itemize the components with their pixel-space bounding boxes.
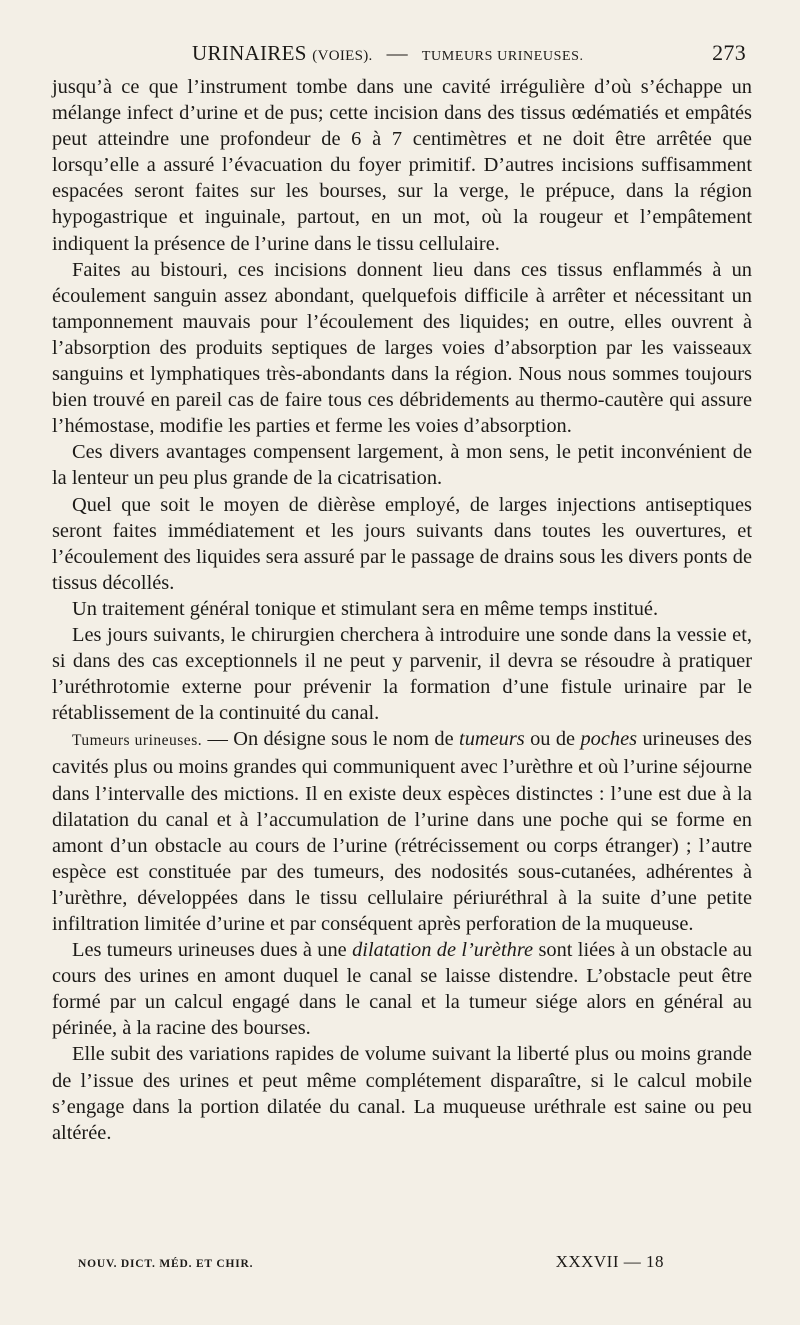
- italic-term: dilatation de l’urèthre: [352, 939, 534, 962]
- text-run: ou de: [530, 728, 576, 751]
- running-head: [52, 40, 752, 74]
- italic-term: poches: [580, 728, 638, 751]
- running-title-main: URINAIRES: [192, 41, 307, 65]
- section-dash: —: [207, 728, 228, 751]
- running-head-dash: —: [386, 41, 408, 65]
- running-subtitle: TUMEURS URINEUSES.: [421, 49, 584, 64]
- paragraph-jours-suivants: Les jours suivants, le chirurgien cherchera à introduire une sonde dans la vessie et, si dans des cas exceptionnels il ne peut y parvenir, il devra se résoudre à pratiquer l’uréthrotomie externe pour prévenir la formation d’une fistule urinaire par le rétablissement de la continuité du canal.: [52, 623, 752, 725]
- text-run: Les tumeurs urineuses dues à une: [72, 939, 347, 962]
- italic-term: tumeurs: [459, 728, 525, 751]
- section-heading: Tumeurs urineuses.: [72, 732, 203, 750]
- text-run: sont liées à un obstacle au cours des urines en amont duquel le canal se laisse distendre. L’obstacle peut être formé par un calcul engagé dans le canal et la tumeur siége alors en général au périnée, à la racine des bourses.: [52, 939, 753, 1040]
- paragraph-tumeurs-urineuses: [52, 726, 752, 937]
- paragraph-bistouri: Faites au bistouri, ces incisions donnent lieu dans ces tissus enflammés à un écoulement sanguin assez abondant, quelquefois difficile à arrêter et nécessitant un tamponnement mauvais pour l’écoulement des liquides; en outre, elles ouvrent à l’absorption des produits septiques de larges voies d’absorption par les vaisseaux sanguins et lymphatiques très-abondants dans la région. Nous nous sommes toujours bien trouvé en pareil cas de faire tous ces débridements au thermo-cautère qui assure l’hémostase, modifie les parties et ferme les voies d’absorption.: [52, 258, 752, 438]
- paragraph-variations: Elle subit des variations rapides de volume suivant la liberté plus ou moins grande de l’issue des urines et peut même complétement disparaître, si le calcul mobile s’engage dans la portion dilatée du canal. La muqueuse uréthrale est saine ou peu altérée.: [52, 1043, 752, 1144]
- paragraph-traitement: Un traitement général tonique et stimulant sera en même temps institué.: [72, 597, 659, 620]
- running-title-paren: (VOIES).: [312, 48, 373, 64]
- paragraph-continued: jusqu’à ce que l’instrument tombe dans une cavité irrégulière d’où s’échappe un mélange infect d’urine et de pus; cette incision dans des tissus œdématiés et empâtés peut atteindre une profondeur de 6 à 7 centimètres et ne doit être arrêtée que lorsqu’elle a assuré l’évacuation du foyer primitif. D’autres incisions suffisamment espacées seront faites sur les bourses, sur la verge, le prépuce, dans la région hypogastrique et inguinale, partout, en un mot, où la rougeur et l’empâtement indiquent la présence de l’urine dans le tissu cellulaire.: [52, 76, 752, 255]
- body-text: [52, 74, 752, 1146]
- running-title: [192, 41, 373, 66]
- page-footer: [78, 1252, 664, 1272]
- page-number: 273: [712, 40, 746, 65]
- paragraph-dilatation: [52, 937, 752, 1041]
- text-run: urineuses des cavités plus ou moins grandes qui communiquent avec l’urèthre et où l’urine séjourne dans l’intervalle des mictions. Il en existe deux espèces distinctes : l’une est due à la dilatation du canal et à l’accumulation de l’urine dans une poche qui se forme en amont d’un obstacle au cours de l’urine (rétrécissement ou corps étranger) ; l’autre espèce est constituée par des tumeurs, des nodosités sous-cutanées, adhérentes à l’urèthre, développées dans le tissu cellulaire périuréthral à la suite d’une petite infiltration limitée d’urine et par conséquent après perforation de la muqueuse.: [52, 728, 752, 935]
- footer-signature: NOUV. DICT. MÉD. ET CHIR.: [78, 1258, 254, 1270]
- footer-volume: XXXVII — 18: [555, 1252, 664, 1271]
- paragraph-avantages: Ces divers avantages compensent largement, à mon sens, le petit inconvénient de la lenteur un peu plus grande de la cicatrisation.: [52, 441, 752, 490]
- paragraph-dierese: Quel que soit le moyen de dièrèse employé, de larges injections antiseptiques seront faites immédiatement et les jours suivants dans toutes les ouvertures, et l’écoulement des liquides sera assuré par le passage de drains sous les divers ponts de tissus décollés.: [52, 493, 752, 594]
- text-run: On désigne sous le nom de: [233, 728, 454, 751]
